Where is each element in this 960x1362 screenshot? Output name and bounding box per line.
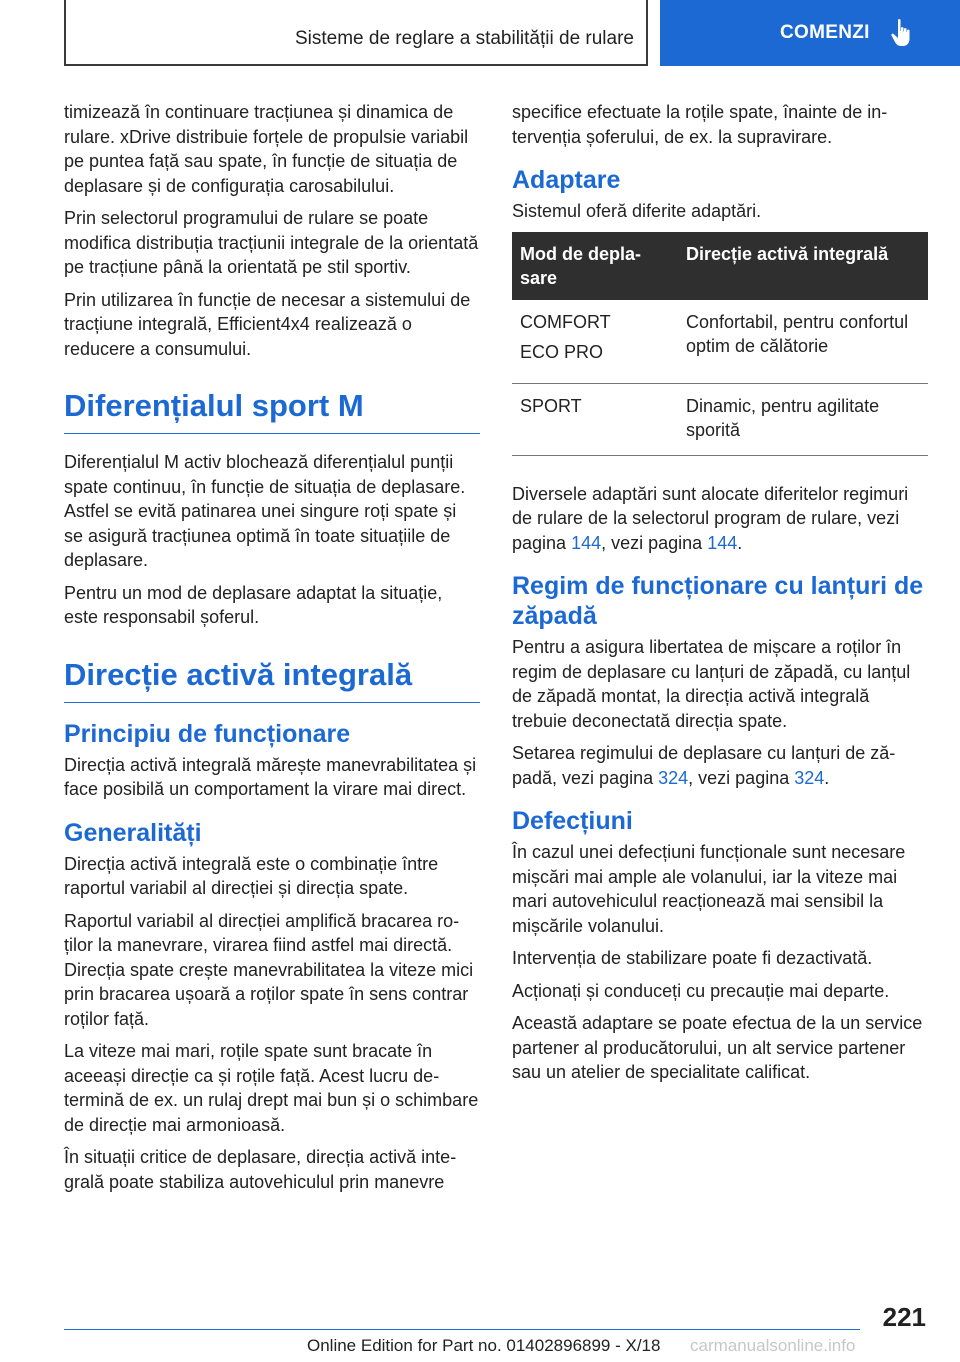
page-number: 221 xyxy=(882,1302,926,1332)
paragraph: Direcția activă integrală mărește manevrabilitatea și face posibilă un comportament la virare mai direct. xyxy=(64,754,477,799)
subheading-adaptare: Adaptare xyxy=(512,166,621,194)
table-header-steering: Direcție activă integrală xyxy=(678,232,928,300)
text: . xyxy=(824,767,830,788)
paragraph: Intervenția de stabilizare poate fi dezactivată. xyxy=(512,948,873,968)
paragraph: Pentru un mod de deplasare adaptat la situație, este responsabil șoferul. xyxy=(64,582,443,627)
text: , vezi pagina xyxy=(601,532,708,553)
paragraph: În cazul unei defecțiuni funcționale sunt necesare mișcări mai ample ale volanului, iar la viteze mai mari autovehiculul reacționează mai sensibil la mișcările volanului. xyxy=(512,842,906,936)
footer-divider xyxy=(64,1329,860,1330)
table-cell-steering: Confortabil, pentru confortul optim de călătorie xyxy=(678,300,928,384)
paragraph: Acționați și conduceți cu precauție mai departe. xyxy=(512,980,890,1001)
paragraph: La viteze mai mari, roțile spate sunt bracate în aceeași direcție ca și roțile față. Acest lucru determină de ex. un rulaj drept mai bun și o schimbare de direcție mai armonioasă. xyxy=(64,1041,479,1135)
table-header-mode: Mod de deplasare xyxy=(512,232,678,300)
subheading-principiu: Principiu de funcționare xyxy=(64,719,351,748)
footer-watermark: carmanualsonline.info xyxy=(690,1336,856,1355)
text: Setarea regimului de deplasare cu lanțuri de zăpadă, vezi pagina xyxy=(512,743,896,788)
text: . xyxy=(737,532,743,553)
hand-pointer-icon xyxy=(890,18,916,48)
paragraph: Această adaptare se poate efectua de la un service partener al producătorului, un alt service partener sau un atelier de specialitate calificat. xyxy=(512,1013,923,1082)
chapter-title: Sisteme de reglare a stabilității de rulare xyxy=(294,28,634,49)
paragraph: specifice efectuate la roțile spate, înainte de intervenția șoferului, de ex. la supravirare. xyxy=(512,102,888,147)
paragraph: Diferențialul M activ blochează diferențialul punții spate continuu, în funcție de situația de deplasare. Astfel se evită patinarea unei singure roți spate și se asigură tracțiunea optimă în toate situațiile de deplasare. xyxy=(64,452,466,570)
adaptation-table xyxy=(512,232,928,456)
paragraph: Pentru a asigura libertatea de mișcare a roților în regim de deplasare cu lanțuri de zăpadă, cu lanțul de zăpadă montat, la direcția activă integrală trebuie deconectată direcția spate. xyxy=(512,637,911,731)
section-heading-diferential: Diferențialul sport M xyxy=(64,387,480,434)
paragraph: Prin selectorul programului de rulare se poate modifica distribuția tracțiunii integrale de la orientată pe tracțiune până la orientată pe stil sportiv. xyxy=(64,208,479,277)
controls-tab-label: COMENZI xyxy=(780,22,870,43)
controls-tab[interactable] xyxy=(660,0,960,66)
paragraph: timizează în continuare tracțiunea și dinamica de rulare. xDrive distribuie forțele de propulsie variabil pe puntea față sau spate, în funcție de situația de deplasare și de configurația carosabilului. xyxy=(64,102,469,196)
paragraph: Raportul variabil al direcției amplifică bracarea roților la manevrare, virarea fiind astfel mai directă. Direcția spate crește manevrabilitatea la viteze mici prin bracarea ușoară a roților spate în sens contrar roților față. xyxy=(64,910,474,1029)
table-row xyxy=(512,300,928,384)
table-cell-mode: SPORT xyxy=(512,383,678,455)
header-title-box xyxy=(64,0,648,66)
footer-edition: Online Edition for Part no. 01402896899 - X/18 xyxy=(307,1336,661,1355)
paragraph: Direcția activă integrală este o combinație între raportul variabil al direcției și direcția spate. xyxy=(64,853,439,898)
page-header xyxy=(64,0,960,66)
right-column xyxy=(512,100,928,1093)
table-header-row xyxy=(512,232,928,300)
mode-comfort: COMFORT xyxy=(520,311,611,332)
subheading-defectiuni: Defecțiuni xyxy=(512,807,633,835)
section-heading-directie: Direcție activă integrală xyxy=(64,656,480,703)
paragraph: Sistemul oferă diferite adaptări. xyxy=(512,201,762,221)
paragraph-page-refs xyxy=(512,482,928,556)
mode-eco-pro: ECO PRO xyxy=(520,342,604,362)
text: , vezi pagina xyxy=(688,767,795,788)
left-column xyxy=(64,100,480,1202)
page-link-144[interactable]: 144 xyxy=(707,532,738,553)
page-link-324[interactable]: 324 xyxy=(658,767,689,788)
page-link-144[interactable]: 144 xyxy=(571,532,602,553)
paragraph-page-refs xyxy=(512,741,928,790)
subheading-lanturi: Regim de funcționare cu lanțuri de zăpadă xyxy=(512,572,924,630)
paragraph: În situații critice de deplasare, direcția activă integrală poate stabiliza autovehiculul prin manevre xyxy=(64,1147,457,1192)
text: Diversele adaptări sunt alocate diferitelor regimuri de rulare de la selectorul program de rulare, vezi pagina xyxy=(512,483,909,553)
subheading-generalitati: Generalități xyxy=(64,818,202,847)
table-cell-steering: Dinamic, pentru agilitate sporită xyxy=(678,383,928,455)
page-link-324[interactable]: 324 xyxy=(794,767,825,788)
table-row xyxy=(512,383,928,455)
table-cell-mode xyxy=(512,300,678,384)
paragraph: Prin utilizarea în funcție de necesar a sistemului de tracțiune integrală, Efficient4x4 realizează o reducere a consumului. xyxy=(64,289,471,359)
